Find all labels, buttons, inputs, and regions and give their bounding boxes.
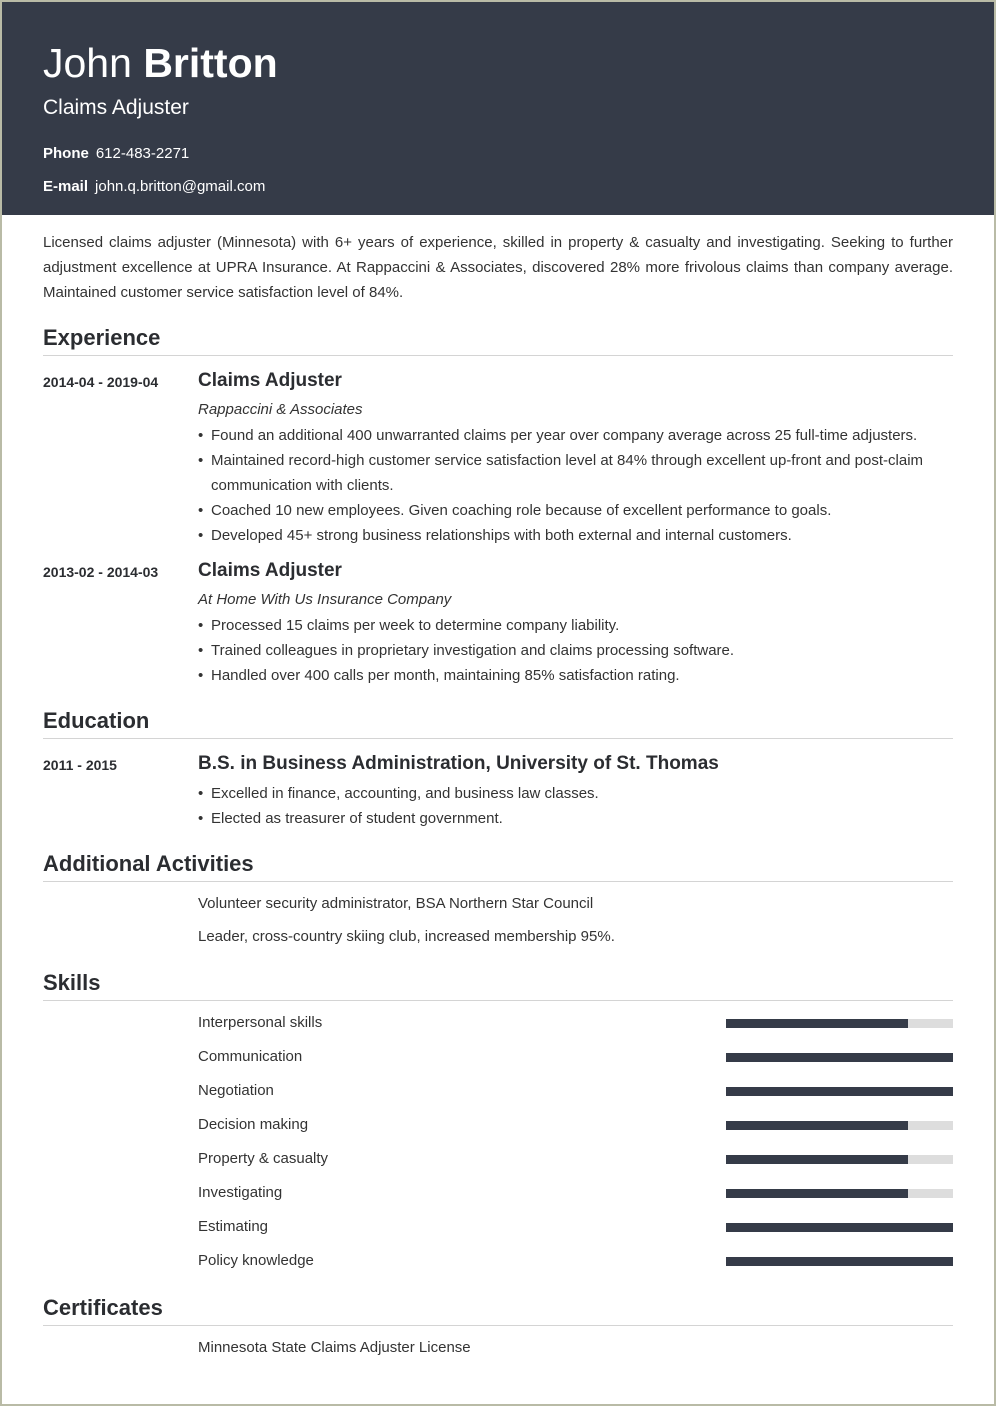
experience-heading: Experience [43, 324, 953, 356]
summary-paragraph: Licensed claims adjuster (Minnesota) with 6+ years of experience, skilled in property & casualty and investigating. Seeking to further adjustment excellence at UPRA Insurance. At Rappaccini & Associates, discovered 28% more frivolous claims than company average. Maintained customer service satisfaction level of 84%. [43, 234, 953, 301]
skill-row [198, 1115, 953, 1135]
email-label: E-mail [43, 178, 89, 195]
skill-level-fill [726, 1019, 908, 1028]
skill-level-fill [726, 1223, 953, 1232]
skill-level-bar [726, 1155, 953, 1164]
skill-row [198, 1047, 953, 1067]
first-name: John [43, 40, 132, 86]
job-2-title: Claims Adjuster [198, 560, 342, 581]
skill-level-bar [726, 1019, 953, 1028]
certificates-heading: Certificates [43, 1294, 953, 1326]
skill-row [198, 1183, 953, 1203]
phone-contact [43, 144, 189, 164]
skill-level-bar [726, 1257, 953, 1266]
activity-item: Leader, cross-country skiing club, increased membership 95%. [198, 928, 615, 945]
skill-level-bar [726, 1053, 953, 1062]
skill-level-fill [726, 1087, 953, 1096]
skill-name: Interpersonal skills [198, 1014, 323, 1031]
email-contact [43, 177, 265, 197]
phone-value: 612-483-2271 [95, 145, 190, 162]
list-item: • Developed 45+ strong business relationships with both external and internal customers. [198, 523, 958, 548]
list-item: • Maintained record-high customer service satisfaction level at 84% through excellent up-front and post-claim communication with clients. [198, 448, 958, 498]
skills-heading: Skills [43, 969, 953, 1001]
job-2-dates: 2013-02 - 2014-03 [43, 564, 159, 580]
education-heading: Education [43, 707, 953, 739]
list-item: • Excelled in finance, accounting, and business law classes. [198, 781, 958, 806]
skill-name: Policy knowledge [198, 1252, 314, 1269]
job-1-company: Rappaccini & Associates [198, 401, 363, 418]
certificate-item: Minnesota State Claims Adjuster License [198, 1339, 471, 1356]
skill-name: Decision making [198, 1116, 309, 1133]
candidate-name [43, 38, 278, 88]
skill-level-bar [726, 1087, 953, 1096]
skill-name: Property & casualty [198, 1150, 329, 1167]
skill-level-bar [726, 1223, 953, 1232]
skill-name: Communication [198, 1048, 303, 1065]
skill-level-fill [726, 1053, 953, 1062]
job-title: Claims Adjuster [43, 96, 189, 119]
skill-row [198, 1081, 953, 1101]
job-1-title: Claims Adjuster [198, 370, 342, 391]
skill-level-fill [726, 1155, 908, 1164]
skill-level-fill [726, 1189, 908, 1198]
skill-name: Estimating [198, 1218, 269, 1235]
education-degree: B.S. in Business Administration, University of St. Thomas [198, 753, 719, 774]
list-item: • Coached 10 new employees. Given coaching role because of excellent performance to goals. [198, 498, 958, 523]
list-item: • Elected as treasurer of student government. [198, 806, 958, 831]
activities-heading: Additional Activities [43, 850, 953, 882]
education-bullets [198, 781, 958, 831]
skill-row [198, 1013, 953, 1033]
last-name: Britton [143, 40, 278, 86]
skill-level-fill [726, 1257, 953, 1266]
job-1-bullets [198, 423, 958, 548]
list-item: • Processed 15 claims per week to determine company liability. [198, 613, 958, 638]
skill-row [198, 1217, 953, 1237]
skill-row [198, 1149, 953, 1169]
list-item: • Handled over 400 calls per month, maintaining 85% satisfaction rating. [198, 663, 958, 688]
email-value: john.q.britton@gmail.com [95, 178, 266, 195]
activity-item: Volunteer security administrator, BSA Northern Star Council [198, 895, 594, 912]
list-item: • Trained colleagues in proprietary investigation and claims processing software. [198, 638, 958, 663]
job-2-bullets [198, 613, 958, 688]
skill-level-bar [726, 1121, 953, 1130]
skill-level-bar [726, 1189, 953, 1198]
skill-row [198, 1251, 953, 1271]
phone-label: Phone [43, 145, 89, 162]
job-1-dates: 2014-04 - 2019-04 [43, 374, 159, 390]
list-item: • Found an additional 400 unwarranted claims per year over company average across 25 full-time adjusters. [198, 423, 958, 448]
job-2-company: At Home With Us Insurance Company [198, 591, 452, 608]
skill-name: Negotiation [198, 1082, 274, 1099]
skill-name: Investigating [198, 1184, 283, 1201]
education-dates: 2011 - 2015 [43, 757, 117, 773]
resume-header [2, 2, 994, 215]
skill-level-fill [726, 1121, 908, 1130]
